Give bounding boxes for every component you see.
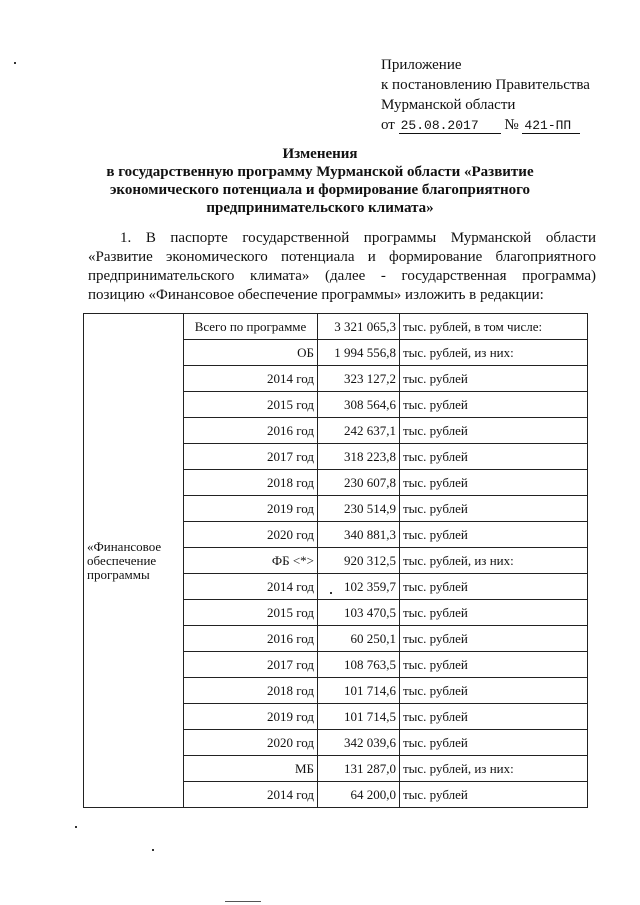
- paragraph-1: [88, 229, 596, 305]
- decree-date: 25.08.2017: [399, 118, 501, 134]
- row-value: 103 470,5: [318, 600, 400, 626]
- scan-speck: [14, 62, 16, 64]
- row-unit: тыс. рублей, из них:: [400, 756, 588, 782]
- scan-speck: [330, 592, 332, 594]
- row-name: 2014 год: [184, 366, 318, 392]
- row-value: 101 714,6: [318, 678, 400, 704]
- scan-speck: [75, 826, 77, 828]
- title-line-3: экономического потенциала и формирование благоприятного: [109, 182, 531, 198]
- number-prefix: №: [504, 117, 519, 133]
- row-unit: тыс. рублей: [400, 678, 588, 704]
- appendix-title: Приложение: [381, 57, 462, 73]
- paragraph-line-2: «Развитие экономического потенциала и формирование благоприятного: [88, 249, 596, 265]
- row-value: 308 564,6: [318, 392, 400, 418]
- appendix-region: Мурманской области: [381, 97, 516, 113]
- row-value: 342 039,6: [318, 730, 400, 756]
- row-unit: тыс. рублей: [400, 418, 588, 444]
- row-unit: тыс. рублей: [400, 704, 588, 730]
- row-unit: тыс. рублей: [400, 366, 588, 392]
- row-value: 3 321 065,3: [318, 314, 400, 340]
- row-name: Всего по программе: [184, 314, 318, 340]
- row-unit: тыс. рублей: [400, 392, 588, 418]
- row-value: 64 200,0: [318, 782, 400, 808]
- row-unit: тыс. рублей: [400, 730, 588, 756]
- row-value: 131 287,0: [318, 756, 400, 782]
- title-line-4: предпринимательского климата»: [206, 200, 434, 216]
- scan-speck: [152, 849, 154, 851]
- date-prefix: от: [381, 117, 395, 133]
- row-value: 1 994 556,8: [318, 340, 400, 366]
- row-name: 2015 год: [184, 600, 318, 626]
- scan-line: [225, 901, 261, 902]
- row-value: 323 127,2: [318, 366, 400, 392]
- row-name: 2014 год: [184, 574, 318, 600]
- row-value: 242 637,1: [318, 418, 400, 444]
- row-unit: тыс. рублей: [400, 496, 588, 522]
- paragraph-line-3: предпринимательского климата» (далее - государственная программа): [88, 268, 596, 284]
- title-line-1: Изменения: [282, 146, 358, 162]
- row-unit: тыс. рублей: [400, 626, 588, 652]
- row-unit: тыс. рублей: [400, 574, 588, 600]
- row-unit: тыс. рублей: [400, 470, 588, 496]
- table-row: [84, 314, 588, 340]
- row-name: 2019 год: [184, 704, 318, 730]
- row-value: 230 514,9: [318, 496, 400, 522]
- row-unit: тыс. рублей, из них:: [400, 340, 588, 366]
- row-name: 2017 год: [184, 652, 318, 678]
- financing-table: [83, 313, 588, 808]
- row-name: 2015 год: [184, 392, 318, 418]
- row-name: 2017 год: [184, 444, 318, 470]
- appendix-block: [381, 55, 631, 135]
- row-unit: тыс. рублей: [400, 444, 588, 470]
- row-name: 2019 год: [184, 496, 318, 522]
- row-unit: тыс. рублей: [400, 782, 588, 808]
- financing-table-body: [84, 314, 588, 808]
- paragraph-line-4: позицию «Финансовое обеспечение программы» изложить в редакции:: [88, 287, 544, 303]
- appendix-decree: к постановлению Правительства: [381, 77, 590, 93]
- row-name: ФБ <*>: [184, 548, 318, 574]
- row-value: 108 763,5: [318, 652, 400, 678]
- title-line-2: в государственную программу Мурманской области «Развитие: [106, 164, 534, 180]
- position-label: «Финансовое обеспечение программы: [84, 314, 184, 808]
- paragraph-line-1: 1. В паспорте государственной программы Мурманской области: [120, 230, 596, 246]
- row-name: ОБ: [184, 340, 318, 366]
- row-unit: тыс. рублей, в том числе:: [400, 314, 588, 340]
- row-value: 920 312,5: [318, 548, 400, 574]
- row-name: 2016 год: [184, 626, 318, 652]
- row-value: 101 714,5: [318, 704, 400, 730]
- row-unit: тыс. рублей: [400, 522, 588, 548]
- row-name: МБ: [184, 756, 318, 782]
- row-name: 2020 год: [184, 730, 318, 756]
- row-value: 340 881,3: [318, 522, 400, 548]
- appendix-date-number-line: [381, 115, 631, 135]
- row-unit: тыс. рублей, из них:: [400, 548, 588, 574]
- row-unit: тыс. рублей: [400, 652, 588, 678]
- decree-number: 421-ПП: [522, 118, 580, 134]
- row-name: 2014 год: [184, 782, 318, 808]
- row-value: 230 607,8: [318, 470, 400, 496]
- row-name: 2016 год: [184, 418, 318, 444]
- row-value: 318 223,8: [318, 444, 400, 470]
- document-title: [60, 145, 580, 217]
- row-value: 102 359,7: [318, 574, 400, 600]
- row-name: 2020 год: [184, 522, 318, 548]
- row-name: 2018 год: [184, 470, 318, 496]
- row-unit: тыс. рублей: [400, 600, 588, 626]
- row-value: 60 250,1: [318, 626, 400, 652]
- row-name: 2018 год: [184, 678, 318, 704]
